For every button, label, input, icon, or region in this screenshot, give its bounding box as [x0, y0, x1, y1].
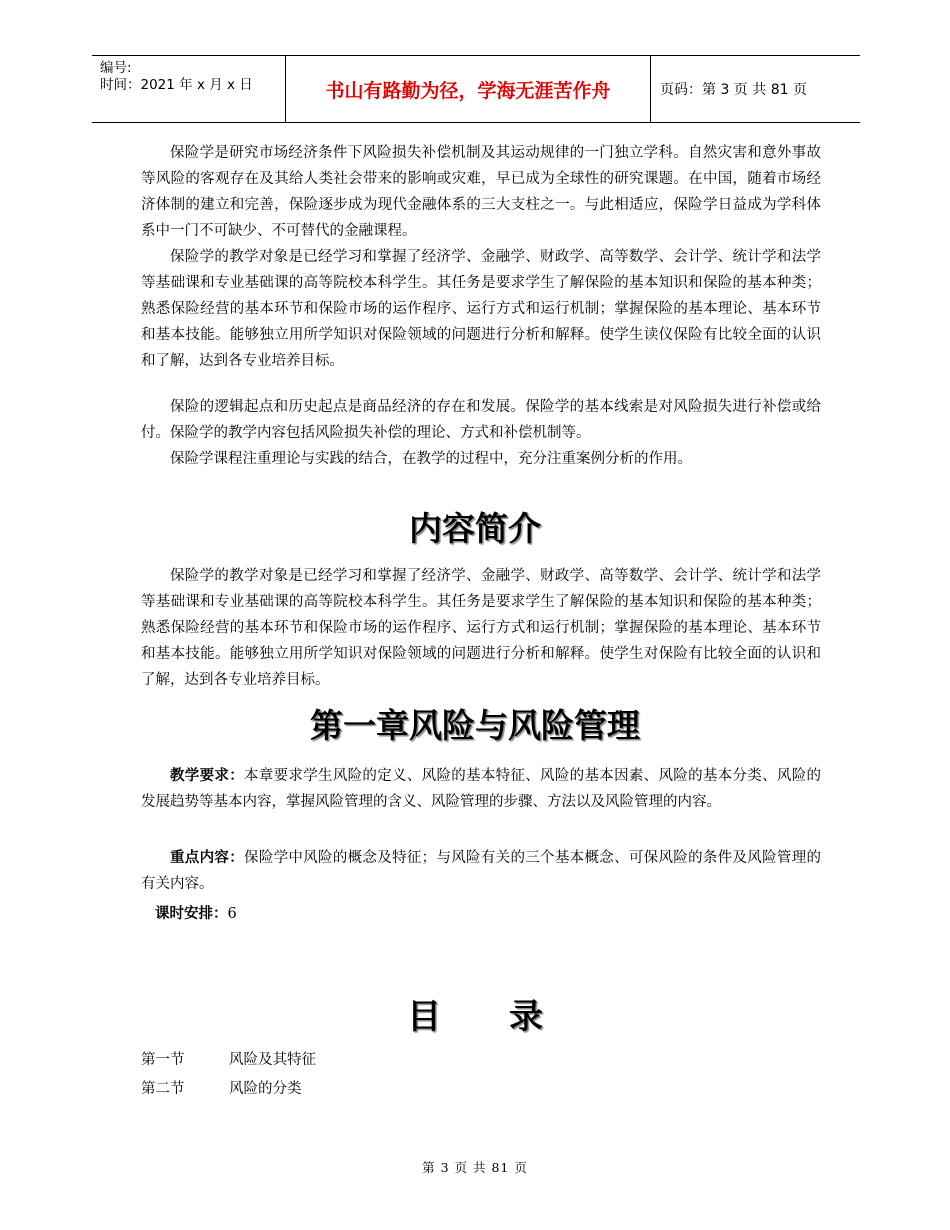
teaching-requirements-text: 本章要求学生风险的定义、风险的基本特征、风险的基本因素、风险的基本分类、风险的发展趋势等基本内容，掌握风险管理的含义、风险管理的步骤、方法以及风险管理的内容。 — [141, 768, 822, 810]
chapter-title: 第一章风险与风险管理 — [310, 706, 640, 745]
toc-item-number: 第二节 — [141, 1081, 185, 1097]
teaching-requirements-label: 教学要求： — [170, 768, 245, 784]
header-motto: 书山有路勤为径，学海无涯苦作舟 — [285, 56, 651, 122]
intro-paragraph-1: 保险学是研究市场经济条件下风险损失补偿机制及其运动规律的一门独立学科。自然灾害和意外事故等风险的客观存在及其给人类社会带来的影响或灾难，早已成为全球性的研究课题。在中国，随着市场经济体制的建立和完善，保险逐步成为现代金融体系的三大支柱之一。与此相适应，保险学日益成为学科体系中一门不可缺少、不可替代的金融课程。 — [141, 145, 821, 239]
toc-item — [141, 1079, 302, 1099]
class-hours-value: 6 — [227, 906, 237, 922]
header-page-info: 页码：第 3 页 共 81 页 — [660, 82, 807, 98]
intro-paragraph-2: 保险学的教学对象是已经学习和掌握了经济学、金融学、财政学、高等数学、会计学、统计学和法学等基础课和专业基础课的高等院校本科学生。其任务是要求学生了解保险的基本知识和保险的基本种类；熟悉保险经营的基本环节和保险市场的运作程序、运行方式和运行机制；掌握保险的基本理论、基本环节和基本技能。能够独立用所学知识对保险领域的问题进行分析和解释。使学生读仪保险有比较全面的认识和了解，达到各专业培养目标。 — [141, 249, 821, 369]
key-content-text: 保险学中风险的概念及特征；与风险有关的三个基本概念、可保风险的条件及风险管理的有关内容。 — [141, 850, 822, 892]
class-hours-label: 课时安排： — [155, 906, 228, 922]
intro-paragraph-3: 保险的逻辑起点和历史起点是商品经济的存在和发展。保险学的基本线索是对风险损失进行补偿或给付。保险学的教学内容包括风险损失补偿的理论、方式和补偿机制等。 — [141, 399, 821, 441]
page-footer: 第 3 页 共 81 页 — [422, 1160, 528, 1175]
key-content — [141, 845, 821, 897]
teaching-requirements — [141, 763, 821, 815]
toc-item — [141, 1050, 316, 1070]
summary-title: 内容简介 — [409, 509, 541, 548]
document-date: 时间：2021 年 x 月 x 日 — [100, 77, 253, 93]
page-header — [92, 55, 860, 123]
toc-title: 目 录 — [407, 997, 543, 1037]
intro-paragraph-4: 保险学课程注重理论与实践的结合，在教学的过程中，充分注重案例分析的作用。 — [170, 451, 692, 467]
document-number-label: 编号: — [100, 60, 132, 76]
toc-item-title: 风险及其特征 — [229, 1052, 316, 1068]
key-content-label: 重点内容： — [170, 850, 245, 866]
summary-paragraph: 保险学的教学对象是已经学习和掌握了经济学、金融学、财政学、高等数学、会计学、统计学和法学等基础课和专业基础课的高等院校本科学生。其任务是要求学生了解保险的基本知识和保险的基本种类；熟悉保险经营的基本环节和保险市场的运作程序、运行方式和运行机制；掌握保险的基本理论、基本环节和基本技能。能够独立用所学知识对保险领域的问题进行分析和解释。使学生对保险有比较全面的认识和了解，达到各专业培养目标。 — [141, 568, 821, 688]
toc-item-title: 风险的分类 — [229, 1081, 302, 1097]
class-hours — [141, 901, 821, 927]
header-meta — [100, 60, 253, 94]
toc-item-number: 第一节 — [141, 1052, 185, 1068]
